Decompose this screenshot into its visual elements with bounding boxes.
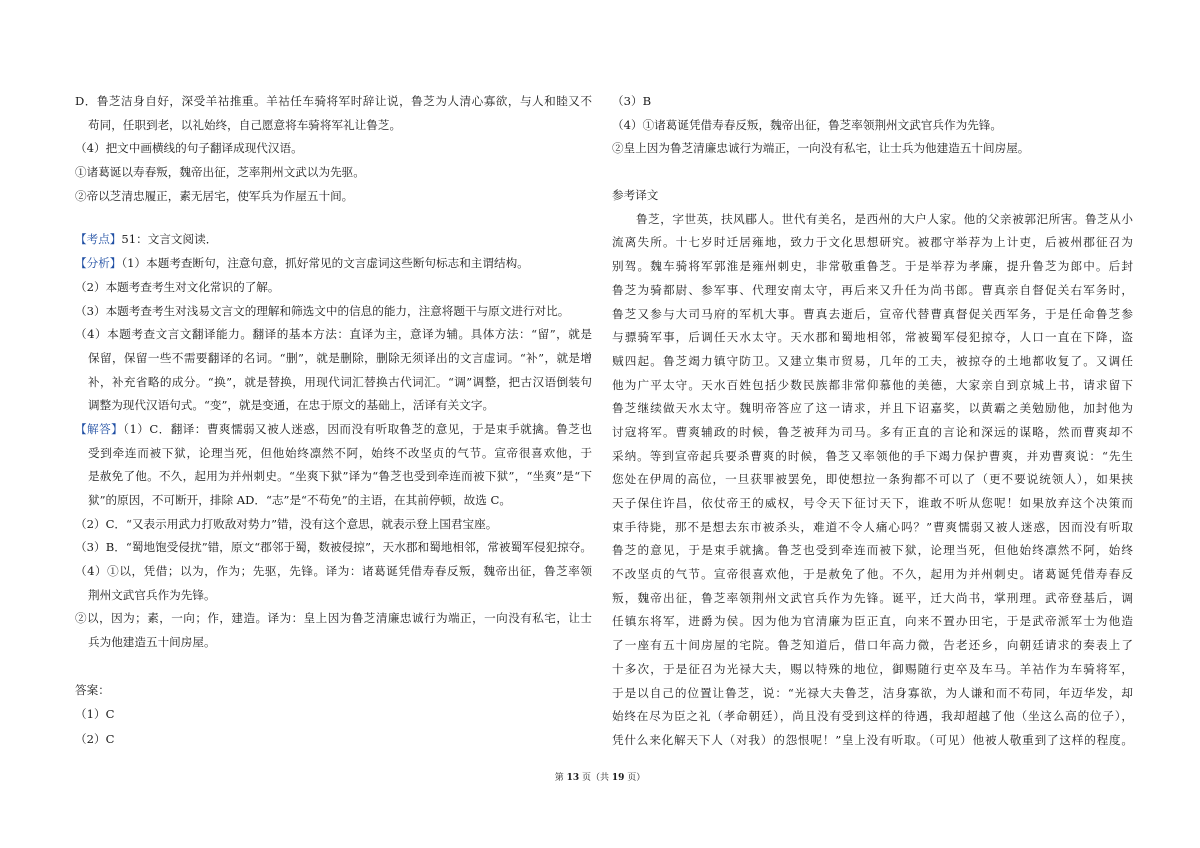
fenxi-line-7: 调整为现代汉语句式。“变”，就是变通，在忠于原文的基础上，活译有关文字。 <box>88 398 495 413</box>
translation-line-20: 十多次，于是征召为光禄大夫，赐以特殊的地位，御赐随行吏卒及车马。羊祜作为车骑将军， <box>612 661 1133 676</box>
fenxi-text-1: （1）本题考查断句，注意句意，抓好常见的文言虚词这些断句标志和主谓结构。 <box>121 256 529 271</box>
translation-line-1: 鲁芝，字世英，扶风郿人。世代有美名，是西州的大户人家。他的父亲被郭汜所害。鲁芝从小 <box>636 211 1133 226</box>
kaodian-text: 51：文言文阅读． <box>121 232 218 247</box>
translation-line-7: 贼四起。鲁芝竭力镇守防卫。又建立集市贸易，几年的工夫，被掠夺的土地都收复了。又调任 <box>612 353 1133 368</box>
option-d-line-1: D．鲁芝洁身自好，深受羊祜推重。羊祜任车骑将军时辞让说，鲁芝为人清心寡欲，与人和睦又不 <box>75 94 592 108</box>
translation-line-17: 叛，魏帝出征，鲁芝率领荆州文武官兵作为先锋。诞平，迁大尚书，掌刑理。武帝登基后，调 <box>612 590 1133 605</box>
question-4-prompt: （4）把文中画横线的句子翻译成现代汉语。 <box>75 141 303 156</box>
jieda-line-1 <box>75 418 592 442</box>
answers-heading: 答案： <box>75 682 110 697</box>
translation-line-15: 鲁芝的意见，于是束手就擒。鲁芝也受到牵连而被下狱，论理当死，但他始终凛然不阿，始终 <box>612 543 1133 558</box>
spacer <box>75 208 592 228</box>
translation-line-19: 了一座有五十间房屋的宅院。鲁芝知道后，借口年高力微，告老还乡，向朝廷请求的奏表上了 <box>612 638 1133 653</box>
translation-line-2: 流离失所。十七岁时迁居雍地，致力于文化思想研究。被郡守举荐为上计吏，后被州郡征召为 <box>612 235 1133 250</box>
fenxi-line-3: （3）本题考查考生对浅易文言文的理解和筛选文中的信息的能力，注意将题干与原文进行对比。 <box>75 303 570 318</box>
kaodian-label: 【考点】 <box>75 232 122 247</box>
translation-line-10: 讨寇将军。曹爽辅政的时候，鲁芝被拜为司马。多有正直的言论和深远的谋略，然而曹爽却不 <box>612 424 1133 439</box>
answer-item-4-part-1: （4）①诸葛诞凭借寿春反叛，魏帝出征，鲁芝率领荆州文武官兵作为先锋。 <box>612 117 1002 132</box>
question-4-sentence-1: ①诸葛诞以寿春叛，魏帝出征，芝率荆州文武以为先驱。 <box>75 165 365 180</box>
translation-line-13: 天子保住许昌，依仗帝王的威权，号令天下征讨天下，谁敢不听从您呢！如果放弃这个决策而 <box>612 496 1133 510</box>
footer-prefix: 第 <box>554 773 567 783</box>
spacer <box>75 655 592 678</box>
translation-line-11: 采纳。等到宣帝起兵要杀曹爽的时候，鲁芝又率领他的手下竭力保护曹爽，并劝曹爽说：“先生 <box>612 448 1133 463</box>
fenxi-line-5: 保留，保留一些不需要翻译的名词。“删”，就是删除，删除无须译出的文言虚词。“补”，就是增 <box>88 350 592 365</box>
fenxi-label: 【分析】 <box>75 256 122 271</box>
translation-line-21: 于是以自己的位置让鲁芝，说：“光禄大夫鲁芝，洁身寡欲，为人谦和而不苟同，年迈华发，却 <box>612 685 1133 700</box>
translation-line-6: 与骠骑军事，后调任天水太守。天水郡和蜀地相邻，常被蜀军侵犯掠夺，人口一直在下降，盗 <box>612 330 1133 345</box>
translation-line-18: 任镇东将军，进爵为侯。因为他为官清廉为臣正直，向来不置办田宅，于是武帝派军士为他造 <box>612 614 1133 629</box>
jieda-line-6: （3）B．“蜀地饱受侵扰”错，原文“郡邻于蜀，数被侵掠”，天水郡和蜀地相邻，常被蜀军侵犯掠夺。 <box>75 540 592 555</box>
answer-item-1: （1）C <box>75 707 115 722</box>
option-d-line-2: 苟同，任职到老，以礼始终，自己愿意将车骑将军礼让鲁芝。 <box>88 117 402 132</box>
translation-line-23: 凭什么来化解天下人（对我）的怨恨呢！”皇上没有听取。（可见）他被人敬重到了这样的程度。 <box>612 732 1133 747</box>
jieda-line-10: 兵为他建造五十间房屋。 <box>88 635 216 650</box>
jieda-label: 【解答】 <box>75 421 124 436</box>
fenxi-line-4: （4）本题考查文言文翻译能力。翻译的基本方法：直译为主，意译为辅。具体方法：“留”，就是 <box>75 327 592 342</box>
jieda-text-1: （1）C．翻译：曹爽懦弱又被人迷惑，因而没有听取鲁芝的意见，于是束手就擒。鲁芝也 <box>123 421 592 436</box>
jieda-line-8: 荆州文武官兵作为先锋。 <box>88 587 216 602</box>
jieda-line-3: 是赦免了他。不久，起用为并州刺史。“坐爽下狱”译为“鲁芝也受到牵连而被下狱”，“坐爽”是“下 <box>88 469 592 484</box>
kaodian-line <box>75 228 592 252</box>
fenxi-line-1 <box>75 252 592 276</box>
answer-item-4-part-2: ②皇上因为鲁芝清廉忠诚行为端正，一向没有私宅，让士兵为他建造五十间房屋。 <box>612 141 1030 156</box>
fenxi-line-6: 补，补充省略的成分。“换”，就是替换，用现代词汇替换古代词汇。“调”调整，把古汉语倒装句 <box>88 374 592 389</box>
fenxi-line-2: （2）本题考查考生对文化常识的了解。 <box>75 279 280 294</box>
jieda-line-9: ②以，因为；素，一向；作，建造。译为：皇上因为鲁芝清廉忠诚行为端正，一向没有私宅，让士 <box>75 611 592 626</box>
spacer <box>612 161 1133 184</box>
translation-line-9: 鲁芝继续做天水太守。魏明帝答应了这一请求，并且下诏嘉奖，以黄霸之美勉励他，加封他为 <box>612 401 1133 416</box>
jieda-line-5: （2）C．“又表示用武力打败敌对势力”错，没有这个意思，就表示登上国君宝座。 <box>75 516 498 531</box>
translation-line-5: 鲁芝又参与大司马府的军机大事。曹真去逝后，宣帝代替曹真督促关西军务，于是任命鲁芝参 <box>612 306 1133 321</box>
jieda-line-2: 受到牵连而被下狱，论理当死，但他始终凛然不阿，始终不改坚贞的气节。宣帝很喜欢他，于 <box>88 445 592 460</box>
footer-middle: 页（共 <box>579 773 612 783</box>
answer-item-3: （3）B <box>612 94 652 108</box>
jieda-line-7: （4）①以，凭借；以为，作为；先驱，先锋。译为：诸葛诞凭借寿春反叛，魏帝出征，鲁芝率领 <box>75 564 592 579</box>
page-number: 13 <box>566 773 580 783</box>
total-pages: 19 <box>611 773 625 783</box>
translation-line-12: 您处在伊周的高位，一旦获罪被罢免，即使想拉一条狗都不可以了（更不要说统领人），如果挟 <box>612 472 1133 487</box>
page-footer <box>0 771 1200 785</box>
translation-line-22: 始终在尽为臣之礼（孝命朝廷），尚且没有受到这样的待遇，我却超越了他（坐这么高的位子）， <box>612 709 1133 724</box>
jieda-line-4: 狱”的原因，不可断开，排除 AD．“志”是“不苟免”的主语，在其前停顿，故选 C。 <box>88 493 511 507</box>
right-column <box>612 90 1133 753</box>
translation-line-3: 别驾。魏车骑将军郭淮是雍州刺史，非常敬重鲁芝。于是举荐为孝廉，提升鲁芝为郎中。后封 <box>612 259 1133 274</box>
translation-line-8: 他为广平太守。天水百姓包括少数民族都非常仰慕他的美德，大家亲自到京城上书，请求留下 <box>612 377 1133 392</box>
answer-item-2: （2）C <box>75 731 115 746</box>
left-column <box>75 90 592 751</box>
translation-line-16: 不改坚贞的气节。宣帝很喜欢他，于是赦免了他。不久，起用为并州刺史。诸葛诞凭借寿春反 <box>612 567 1133 582</box>
translation-heading: 参考译文 <box>612 188 659 203</box>
footer-suffix: 页） <box>624 773 646 783</box>
translation-line-14: 束手待毙，那不是想去东市被杀头，难道不令人痛心吗？”曹爽懦弱又被人迷惑，因而没有听取 <box>612 519 1133 534</box>
question-4-sentence-2: ②帝以芝清忠履正，素无居宅，使军兵为作屋五十间。 <box>75 188 354 203</box>
translation-line-4: 鲁芝为骑都尉、参军事、代理安南太守，再后来又升任为尚书郎。曹真亲自督促关右军务时， <box>612 282 1133 297</box>
